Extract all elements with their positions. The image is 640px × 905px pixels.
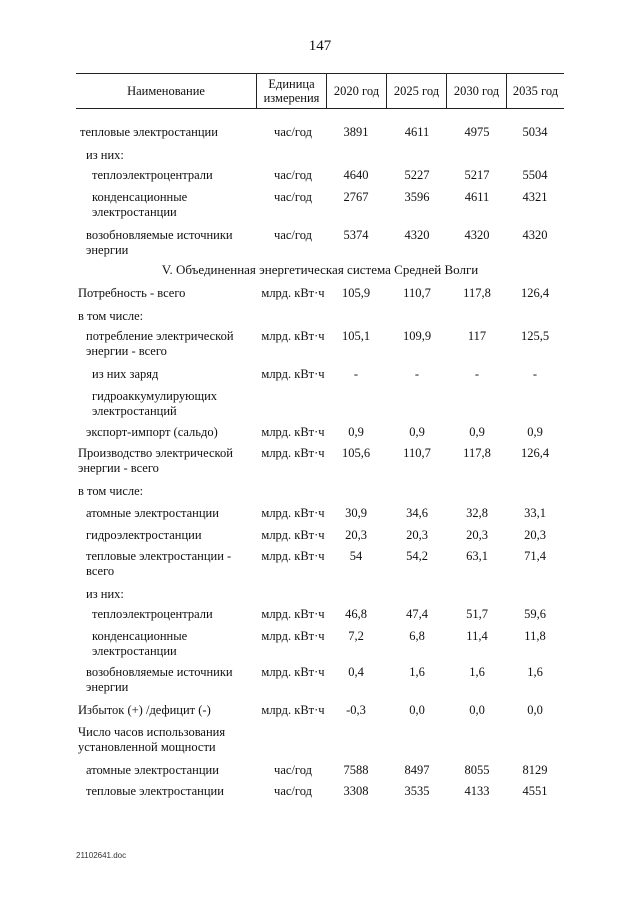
row-value: 51,7 <box>466 607 488 621</box>
row-name: атомные электростанции <box>86 506 219 520</box>
row-value: - <box>414 367 420 381</box>
row-value: 8129 <box>522 763 548 777</box>
header-2020: 2020 год <box>326 74 386 108</box>
row-name: из них заряд <box>92 367 159 381</box>
row-value: 5227 <box>404 168 430 182</box>
row-value: 4551 <box>522 784 548 798</box>
row-unit: час/год <box>274 125 312 139</box>
row-value: 11,8 <box>524 629 546 643</box>
footer-filename: 21102641.doc <box>76 851 127 860</box>
row-value: 54 <box>349 549 363 563</box>
row-name: Избыток (+) /дефицит (-) <box>78 703 211 717</box>
row-unit: млрд. кВт·ч <box>261 425 325 439</box>
row-value: - <box>353 367 359 381</box>
row-value: 8497 <box>404 763 430 777</box>
row-value: 4320 <box>464 228 490 242</box>
row-value: 0,0 <box>409 703 425 717</box>
row-name: теплоэлектроцентрали <box>92 607 213 621</box>
row-value: 4611 <box>464 190 490 204</box>
row-value: 47,4 <box>406 607 428 621</box>
row-unit: час/год <box>274 784 312 798</box>
row-value: 5374 <box>343 228 369 242</box>
row-unit: млрд. кВт·ч <box>261 607 325 621</box>
row-value: 117,8 <box>463 446 491 460</box>
row-name: Потребность - всего <box>78 286 186 300</box>
row-unit: млрд. кВт·ч <box>261 367 325 381</box>
row-value: 105,6 <box>341 446 371 460</box>
row-value: 126,4 <box>520 286 550 300</box>
row-value: 0,0 <box>527 703 543 717</box>
row-value: 0,4 <box>348 665 364 679</box>
row-name: в том числе: <box>78 484 144 498</box>
row-value: 2767 <box>343 190 369 204</box>
row-value: 63,1 <box>466 549 488 563</box>
row-name: в том числе: <box>78 309 144 323</box>
row-value: 4320 <box>522 228 548 242</box>
row-name: тепловые электростанции <box>80 125 218 139</box>
row-value: 3596 <box>404 190 430 204</box>
row-value: 20,3 <box>466 528 488 542</box>
row-value: 33,1 <box>524 506 546 520</box>
row-value: 20,3 <box>524 528 546 542</box>
row-value: 117 <box>467 329 487 343</box>
row-unit: млрд. кВт·ч <box>261 549 325 563</box>
row-unit: млрд. кВт·ч <box>261 703 325 717</box>
header-2035: 2035 год <box>506 74 564 108</box>
row-name: из них: <box>86 587 124 601</box>
table-header <box>76 73 564 109</box>
row-value: 110,7 <box>403 446 431 460</box>
header-unit-line1: Единица <box>268 77 315 91</box>
row-value: 1,6 <box>527 665 543 679</box>
row-name: тепловые электростанции <box>86 784 224 798</box>
row-value: 7588 <box>343 763 369 777</box>
row-unit: млрд. кВт·ч <box>261 286 325 300</box>
row-unit: час/год <box>274 763 312 777</box>
row-value: 11,4 <box>466 629 488 643</box>
row-name: атомные электростанции <box>86 763 219 777</box>
row-value: 4611 <box>404 125 430 139</box>
row-value: 105,9 <box>341 286 371 300</box>
row-unit: млрд. кВт·ч <box>261 665 325 679</box>
row-unit: млрд. кВт·ч <box>261 329 325 343</box>
row-unit: млрд. кВт·ч <box>261 528 325 542</box>
row-name: Число часов использования установленной мощности <box>78 725 226 754</box>
row-value: 3308 <box>343 784 369 798</box>
row-value: 117,8 <box>463 286 491 300</box>
row-value: 105,1 <box>341 329 371 343</box>
row-value: 34,6 <box>406 506 428 520</box>
header-2025: 2025 год <box>386 74 446 108</box>
row-name: потребление электрической энергии - всего <box>86 329 234 358</box>
row-unit: млрд. кВт·ч <box>261 629 325 643</box>
row-value: 46,8 <box>345 607 367 621</box>
row-name: экспорт-импорт (сальдо) <box>86 425 218 439</box>
row-value: 20,3 <box>406 528 428 542</box>
row-value: 4321 <box>522 190 548 204</box>
row-unit: час/год <box>274 228 312 242</box>
row-name: конденсационные электростанции <box>92 190 188 219</box>
header-name: Наименование <box>127 84 205 98</box>
row-value: 6,8 <box>409 629 425 643</box>
row-value: 30,9 <box>345 506 367 520</box>
row-value: 1,6 <box>409 665 425 679</box>
row-value: 59,6 <box>524 607 546 621</box>
row-name: возобновляемые источники энергии <box>86 228 233 257</box>
row-value: 126,4 <box>520 446 550 460</box>
row-value: 4133 <box>464 784 490 798</box>
row-value: - <box>474 367 480 381</box>
row-name: гидроэлектростанции <box>86 528 202 542</box>
row-name: возобновляемые источники энергии <box>86 665 233 694</box>
header-2030: 2030 год <box>446 74 506 108</box>
section-title: V. Объединенная энергетическая система Средней Волги <box>161 262 479 277</box>
row-unit: млрд. кВт·ч <box>261 446 325 460</box>
row-unit: млрд. кВт·ч <box>261 506 325 520</box>
row-value: 32,8 <box>466 506 488 520</box>
header-unit <box>256 74 326 108</box>
row-value: 1,6 <box>469 665 485 679</box>
row-value: -0,3 <box>346 703 366 717</box>
row-value: 7,2 <box>348 629 364 643</box>
row-value: 20,3 <box>345 528 367 542</box>
page-number: 147 <box>308 38 332 54</box>
row-value: 4975 <box>464 125 490 139</box>
row-unit: час/год <box>274 168 312 182</box>
row-name: гидроаккумулирующих электростанций <box>92 389 218 418</box>
row-value: 0,9 <box>469 425 485 439</box>
row-name: конденсационные электростанции <box>92 629 188 658</box>
row-value: 54,2 <box>406 549 428 563</box>
row-value: 5217 <box>464 168 490 182</box>
row-value: 8055 <box>464 763 490 777</box>
row-value: 0,9 <box>527 425 543 439</box>
row-name: тепловые электростанции - всего <box>86 549 232 578</box>
row-name: Производство электрической энергии - всего <box>78 446 233 475</box>
row-value: - <box>532 367 538 381</box>
row-value: 0,9 <box>409 425 425 439</box>
row-value: 125,5 <box>520 329 550 343</box>
row-name: из них: <box>86 148 124 162</box>
row-value: 5034 <box>522 125 548 139</box>
row-value: 4640 <box>343 168 369 182</box>
row-value: 4320 <box>404 228 430 242</box>
row-value: 109,9 <box>402 329 432 343</box>
row-unit: час/год <box>274 190 312 204</box>
header-unit-line2: измерения <box>263 91 320 105</box>
row-value: 3891 <box>343 125 369 139</box>
row-value: 5504 <box>522 168 548 182</box>
row-value: 3535 <box>404 784 430 798</box>
row-value: 0,9 <box>348 425 364 439</box>
row-name: теплоэлектроцентрали <box>92 168 213 182</box>
row-value: 71,4 <box>524 549 546 563</box>
row-value: 0,0 <box>469 703 485 717</box>
row-value: 110,7 <box>403 286 431 300</box>
